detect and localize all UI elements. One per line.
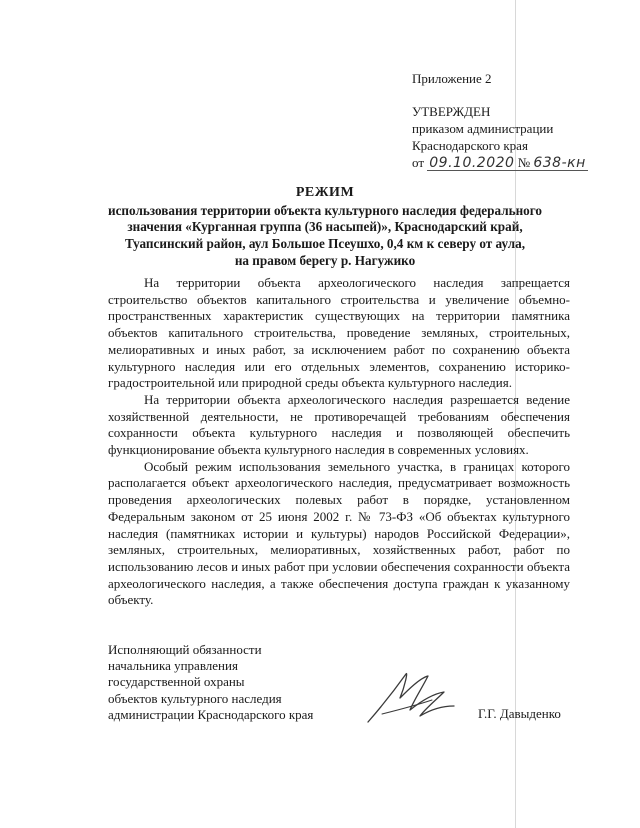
signer-line-1: Исполняющий обязанности	[108, 642, 262, 657]
order-line-1: приказом администрации	[412, 121, 554, 136]
signer-line-4: объектов культурного наследия	[108, 690, 282, 706]
number-label: №	[517, 155, 531, 170]
approved-label: УТВЕРЖДЕН	[412, 104, 491, 119]
title-line-4: на правом берегу р. Нагужико	[234, 252, 416, 268]
title-line-2: значения «Курганная группа (36 насыпей)», Краснодарский край,	[127, 219, 523, 235]
title-line-1: использования территории объекта культурного наследия федерального	[107, 202, 543, 218]
annex-label: Приложение 2	[412, 71, 492, 86]
order-date-line	[412, 154, 588, 171]
paragraph-special-regime: Особый режим использования земельного участка, в границах которого располагается объект археологического наследия, предусматривает возможность проведения археологических полевых работ в порядке, установленном Федеральным законом от 25 июня 2002 г. № 73-ФЗ «Об объектах культурного наследия (памятниках истории и культуры) народов Российской Федерации», земляных, строительных, мелиоративных, хозяйственных работ, работ по использованию лесов и иных работ при условии обеспечения сохранности объекта археологического наследия, а также обеспечения доступа граждан к указанному объекту.	[108, 458, 570, 608]
approval-block	[412, 70, 588, 171]
signer-line-5: администрации Краснодарского края	[108, 706, 314, 722]
signer-line-2: начальника управления	[108, 658, 238, 674]
title-line-3: Туапсинский район, аул Большое Псеушхо, 0,4 км к северу от аула,	[124, 236, 526, 252]
title-heading: РЕЖИМ	[295, 185, 355, 200]
order-line-2: Краснодарского края	[412, 138, 528, 153]
signer-block	[108, 642, 313, 723]
signer-line-3: государственной охраны	[108, 674, 245, 690]
handwritten-date: 09.10.2020	[429, 155, 515, 171]
paragraph-prohibitions: На территории объекта археологического наследия запрещается строительство объектов капитального строительства и увеличение объемно-пространственных характеристик существующих на территории памятника объектов капитального строительства, проведение земляных, строительных, мелиоративных и иных работ, за исключением работ по сохранению объекта культурного наследия или его отдельных элементов, сохранению историко-градостроительной или природной среды объекта культурного наследия.	[108, 275, 570, 391]
from-label: от	[412, 155, 425, 170]
document-body	[108, 275, 570, 609]
date-underline	[427, 156, 587, 171]
signer-name: Г.Г. Давыденко	[478, 706, 561, 721]
handwritten-number: 638-кн	[533, 155, 586, 171]
document-title	[100, 185, 550, 270]
handwritten-signature	[362, 666, 458, 728]
paragraph-permissions: На территории объекта археологического наследия разрешается ведение хозяйственной деятельности, не противоречащей требованиям обеспечения сохранности объекта культурного наследия и позволяющей обеспечить функционирование объекта культурного наследия в современных условиях.	[108, 391, 570, 458]
